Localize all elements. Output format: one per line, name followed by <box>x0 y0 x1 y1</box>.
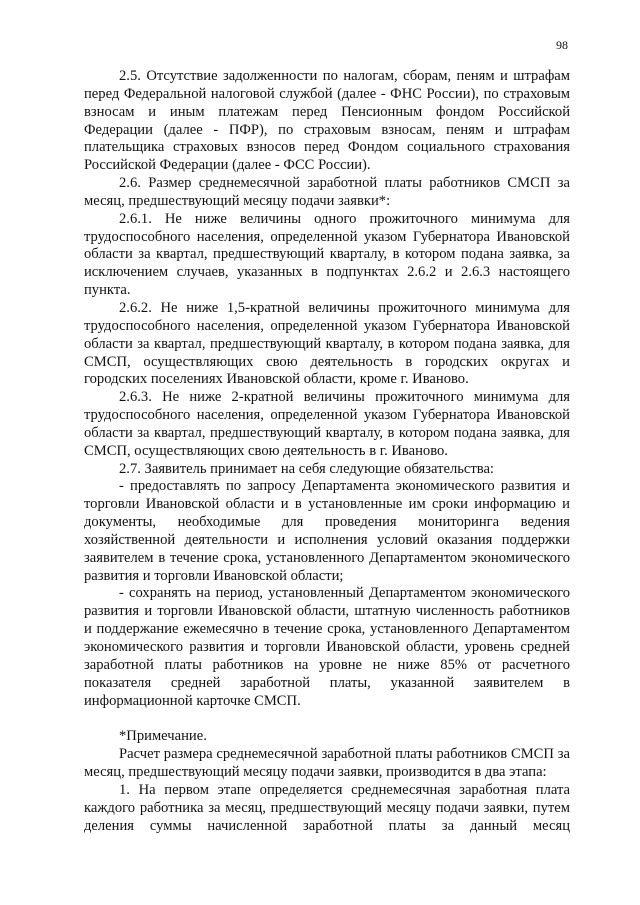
note-paragraph: Расчет размера среднемесячной заработной платы работников СМСП за месяц, предшествующий месяцу подачи заявки, производится в два этапа: <box>84 746 570 781</box>
paragraph-2-6-3: 2.6.3. Не ниже 2-кратной величины прожиточного минимума для трудоспособного населения, определенной указом Губернатора Ивановской области за квартал, предшествующий кварталу, в котором подана заявка, для СМСП, осуществляющих свою деятельность в г. Иваново. <box>84 389 570 459</box>
document-body <box>84 68 570 835</box>
paragraph-2-7: 2.7. Заявитель принимает на себя следующие обязательства: <box>119 460 494 477</box>
paragraph-2-6: 2.6. Размер среднемесячной заработной платы работников СМСП за месяц, предшествующий месяцу подачи заявки*: <box>84 175 570 209</box>
section-spacer <box>84 710 570 728</box>
obligation-item-1: - предоставлять по запросу Департамента экономического развития и торговли Ивановской области и в установленные им сроки информацию и документы, необходимые для проведения мониторинга ведения хозяйственной деятельности и исполнения условий оказания поддержки заявителем в течение срока, установленного Департаментом экономического развития и торговли Ивановской области; <box>84 478 570 584</box>
page-number: 98 <box>556 38 568 52</box>
paragraph-2-5: 2.5. Отсутствие задолженности по налогам, сборам, пеням и штрафам перед Федеральной налоговой службой (далее - ФНС России), по страховым взносам и иным платежам перед Пенсионным фондом Российской Федерации (далее - ПФР), по страховым взносам, пеням и штрафам плательщика страховых взносов перед Фондом социального страхования Российской Федерации (далее - ФСС России). <box>84 68 570 174</box>
paragraph-2-6-1: 2.6.1. Не ниже величины одного прожиточного минимума для трудоспособного населения, определенной указом Губернатора Ивановской области за квартал, предшествующий кварталу, в котором подана заявка, за исключением случаев, указанных в подпунктах 2.6.2 и 2.6.3 настоящего пункта. <box>84 210 570 299</box>
note-step-1: 1. На первом этапе определяется среднемесячная заработная плата каждого работника за месяц, предшествующий месяцу подачи заявки, путем деления суммы начисленной заработной платы за данный месяц <box>84 781 570 834</box>
obligation-item-2: - сохранять на период, установленный Департаментом экономического развития и торговли Ивановской области, штатную численность работников и поддержание ежемесячно в течение срока, установленного Департаментом экономического развития и торговли Ивановской области, уровень средней заработной платы работников на уровне не ниже 85% от расчетного показателя средней заработной платы, указанной заявителем в информационной карточке СМСП. <box>84 585 570 709</box>
paragraph-2-6-2: 2.6.2. Не ниже 1,5-кратной величины прожиточного минимума для трудоспособного населения, определенной указом Губернатора Ивановской области за квартал, предшествующий кварталу, в котором подана заявка, для СМСП, осуществляющих свою деятельность в городских округах и городских поселениях Ивановской области, кроме г. Иваново. <box>84 299 570 388</box>
note-heading: *Примечание. <box>119 728 207 745</box>
